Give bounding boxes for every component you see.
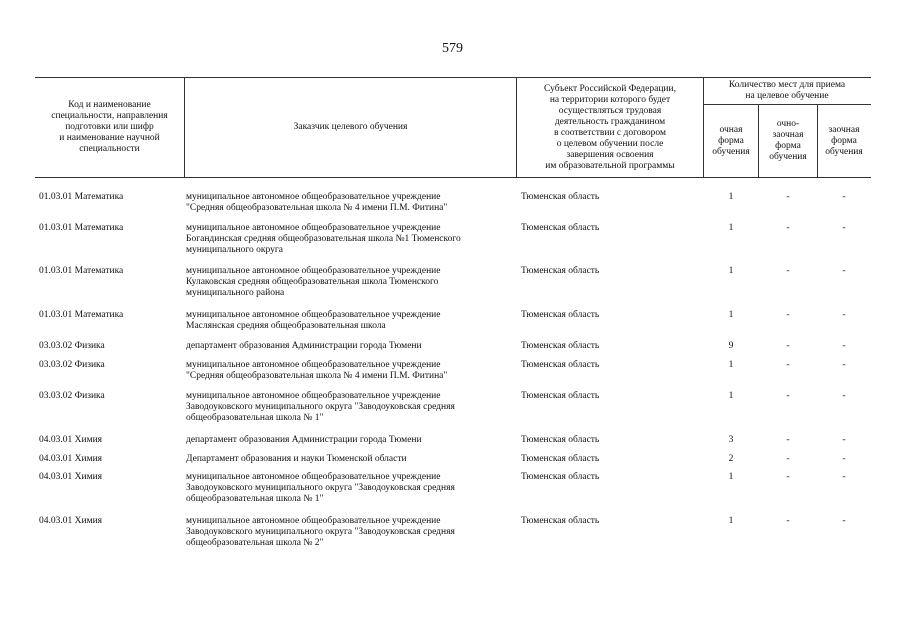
row-ochnaya: 9 <box>728 341 734 351</box>
row-ochnaya: 1 <box>728 223 734 233</box>
row-ochno-zaochnaya: - <box>786 360 790 370</box>
row-code: 01.03.01 Математика <box>39 310 124 320</box>
row-ochno-zaochnaya: - <box>786 516 790 526</box>
row-zaochnaya: - <box>842 223 846 233</box>
row-code: 03.03.02 Физика <box>39 341 105 351</box>
row-ochnaya: 1 <box>728 516 734 526</box>
row-zaochnaya: - <box>842 266 846 276</box>
row-ochnaya: 1 <box>728 391 734 401</box>
row-code: 01.03.01 Математика <box>39 266 124 276</box>
row-subject: Тюменская область <box>521 223 600 233</box>
row-code: 04.03.01 Химия <box>39 472 103 482</box>
row-subject: Тюменская область <box>521 516 600 526</box>
header-subject: Субъект Российской Федерации, на территории которого будет осуществляться трудовая деятельность гражданином в соответствии с договором о целевом обучении после завершения освоения им образовательной программы <box>544 83 676 171</box>
header-customer: Заказчик целевого обучения <box>293 122 408 132</box>
row-ochnaya: 1 <box>728 310 734 320</box>
row-ochno-zaochnaya: - <box>786 341 790 351</box>
row-zaochnaya: - <box>842 341 846 351</box>
row-zaochnaya: - <box>842 516 846 526</box>
row-ochno-zaochnaya: - <box>786 435 790 445</box>
row-code: 04.03.01 Химия <box>39 516 103 526</box>
row-customer: департамент образования Администрации города Тюмени <box>186 435 422 445</box>
row-ochnaya: 2 <box>728 454 734 464</box>
header-zaochnaya: заочная форма обучения <box>825 124 863 157</box>
row-code: 04.03.01 Химия <box>39 435 103 445</box>
row-code: 04.03.01 Химия <box>39 454 103 464</box>
page-number: 579 <box>442 41 463 56</box>
row-zaochnaya: - <box>842 391 846 401</box>
row-subject: Тюменская область <box>521 472 600 482</box>
row-subject: Тюменская область <box>521 266 600 276</box>
row-customer: муниципальное автономное общеобразовательное учреждение Богандинская средняя общеобразовательная школа №1 Тюменского муниципального округа <box>186 223 461 256</box>
row-subject: Тюменская область <box>521 341 600 351</box>
row-customer: муниципальное автономное общеобразовательное учреждение Заводоуковского муниципального округа "Заводоуковская средняя общеобразовательная школа № 2" <box>186 516 455 549</box>
row-subject: Тюменская область <box>521 435 600 445</box>
row-ochnaya: 1 <box>728 472 734 482</box>
row-zaochnaya: - <box>842 360 846 370</box>
row-code: 01.03.01 Математика <box>39 192 124 202</box>
row-customer: муниципальное автономное общеобразовательное учреждение Заводоуковского муниципального округа "Заводоуковская средняя общеобразовательная школа № 1" <box>186 472 455 505</box>
row-ochno-zaochnaya: - <box>786 192 790 202</box>
row-ochnaya: 1 <box>728 360 734 370</box>
row-customer: Департамент образования и науки Тюменской области <box>186 454 407 464</box>
row-code: 01.03.01 Математика <box>39 223 124 233</box>
row-zaochnaya: - <box>842 472 846 482</box>
row-customer: муниципальное автономное общеобразовательное учреждение Заводоуковского муниципального округа "Заводоуковская средняя общеобразовательная школа № 1" <box>186 391 455 424</box>
row-subject: Тюменская область <box>521 391 600 401</box>
header-ochno-zaochnaya: очно- заочная форма обучения <box>769 119 807 162</box>
row-zaochnaya: - <box>842 454 846 464</box>
header-ochnaya: очная форма обучения <box>712 124 750 157</box>
row-customer: департамент образования Администрации города Тюмени <box>186 341 422 351</box>
row-ochno-zaochnaya: - <box>786 472 790 482</box>
row-code: 03.03.02 Физика <box>39 391 105 401</box>
row-subject: Тюменская область <box>521 310 600 320</box>
row-ochno-zaochnaya: - <box>786 223 790 233</box>
row-customer: муниципальное автономное общеобразовательное учреждение Кулаковская средняя общеобразовательная школа Тюменского муниципального района <box>186 266 441 299</box>
row-code: 03.03.02 Физика <box>39 360 105 370</box>
row-customer: муниципальное автономное общеобразовательное учреждение "Средняя общеобразовательная школа № 4 имени П.М. Фитина" <box>186 360 448 382</box>
header-divider-1 <box>184 77 185 177</box>
row-customer: муниципальное автономное общеобразовательное учреждение Маслянская средняя общеобразовательная школа <box>186 310 441 332</box>
row-subject: Тюменская область <box>521 360 600 370</box>
row-ochno-zaochnaya: - <box>786 454 790 464</box>
row-ochnaya: 1 <box>728 192 734 202</box>
row-ochno-zaochnaya: - <box>786 310 790 320</box>
header-bottom-rule <box>35 177 871 178</box>
row-subject: Тюменская область <box>521 454 600 464</box>
row-zaochnaya: - <box>842 310 846 320</box>
row-ochnaya: 1 <box>728 266 734 276</box>
row-zaochnaya: - <box>842 192 846 202</box>
header-places: Количество мест для приема на целевое обучение <box>728 80 846 101</box>
header-code: Код и наименование специальности, направления подготовки или шифр и наименование научной специальности <box>51 100 168 154</box>
row-customer: муниципальное автономное общеобразовательное учреждение "Средняя общеобразовательная школа № 4 имени П.М. Фитина" <box>186 192 448 214</box>
row-ochno-zaochnaya: - <box>786 266 790 276</box>
header-divider-2 <box>516 77 517 177</box>
row-ochnaya: 3 <box>728 435 734 445</box>
row-subject: Тюменская область <box>521 192 600 202</box>
row-ochno-zaochnaya: - <box>786 391 790 401</box>
row-zaochnaya: - <box>842 435 846 445</box>
